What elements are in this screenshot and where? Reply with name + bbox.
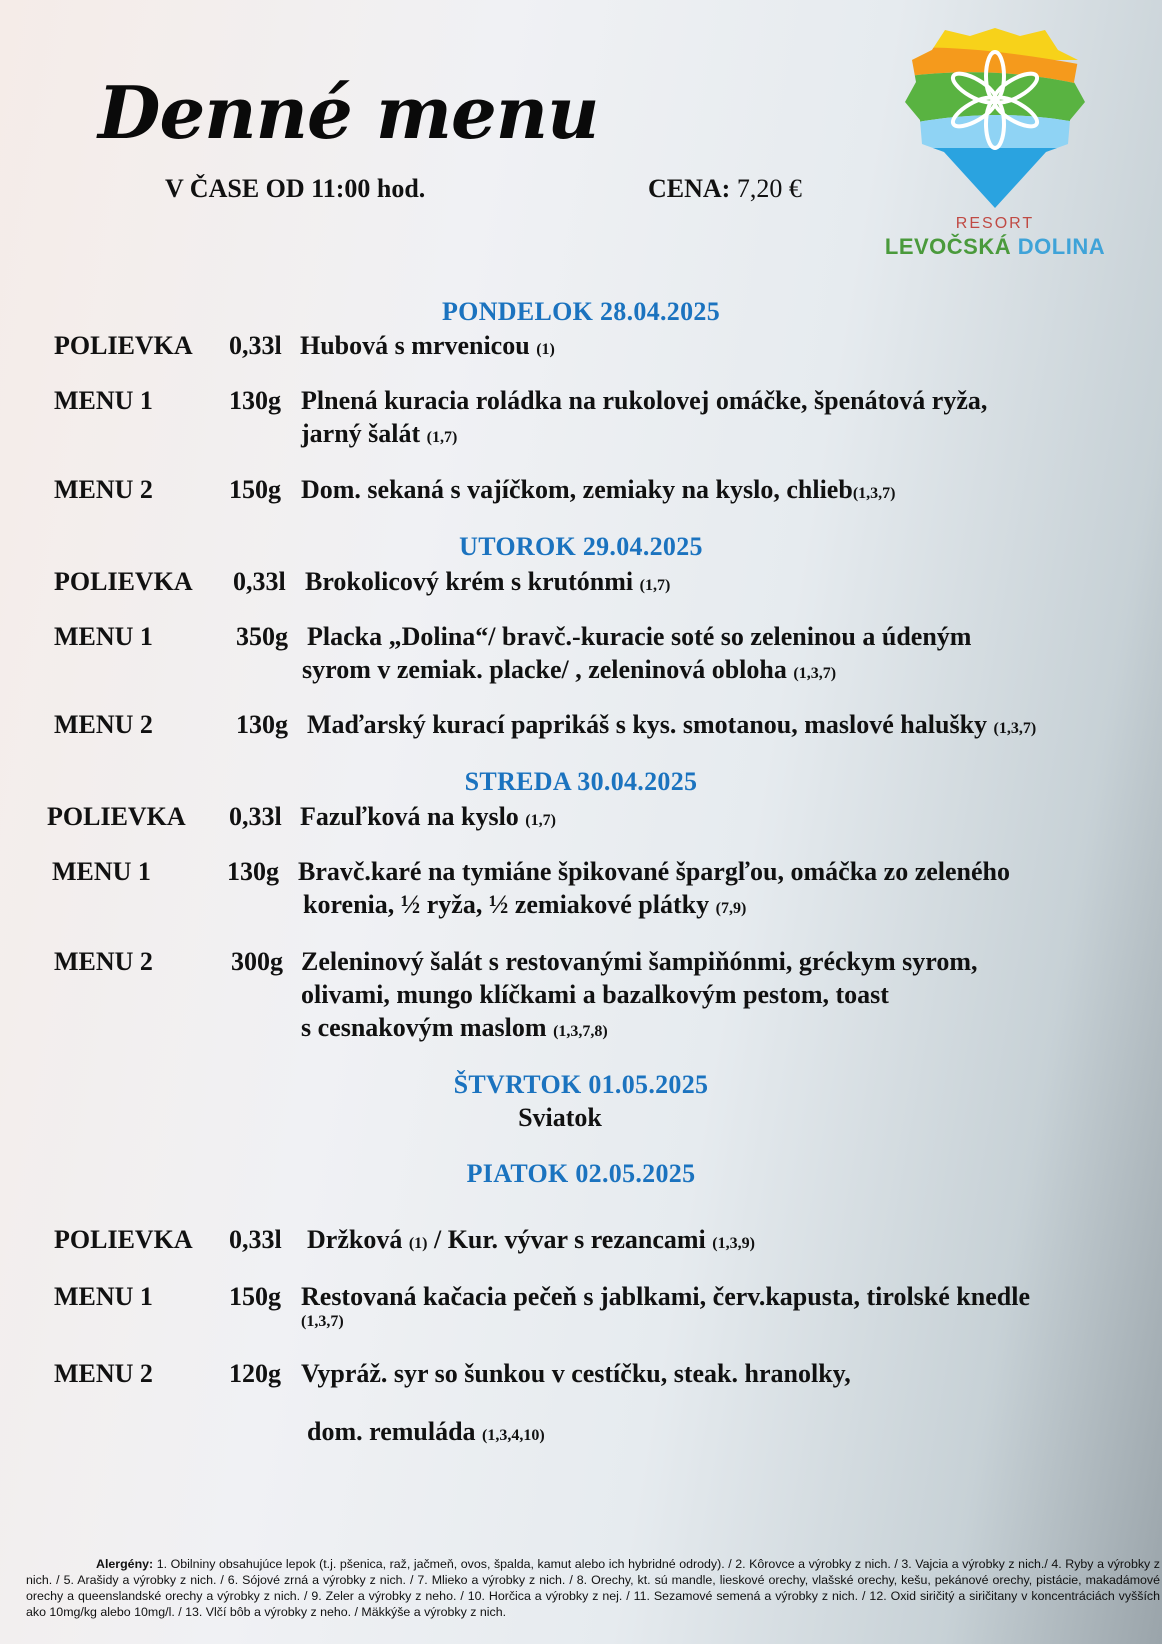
item-qty: 130g [227, 857, 279, 886]
item-label: MENU 2 [54, 475, 153, 504]
item-description [302, 620, 972, 690]
item-line: Brokolicový krém s krutónmi [305, 567, 634, 596]
item-qty: 150g [229, 1282, 281, 1311]
item-line: Restovaná kačacia pečeň s jablkami, červ.kapusta, tirolské knedle [301, 1282, 1030, 1311]
item-qty: 350g [236, 622, 288, 651]
day-header-monday: PONDELOK 28.04.2025 [442, 297, 720, 326]
item-line: / Kur. vývar s rezancami [433, 1225, 706, 1254]
logo-name [880, 234, 1110, 260]
day-header-thursday: ŠTVRTOK 01.05.2025 [453, 1070, 709, 1099]
item-description [301, 384, 987, 454]
item-label: POLIEVKA [54, 1225, 193, 1254]
item-qty: 130g [236, 710, 288, 739]
item-description [300, 329, 555, 366]
item-label: POLIEVKA [47, 802, 186, 831]
item-line: Plnená kuracia roládka na rukolovej omáčke, špenátová ryža, [301, 386, 988, 415]
item-line: Maďarský kurací paprikáš s kys. smotanou, maslové halušky [307, 710, 988, 739]
item-allergens: (1,7) [639, 577, 671, 594]
item-allergens: (1,3,4,10) [482, 1427, 545, 1444]
item-allergens: (1,7) [426, 429, 458, 446]
item-line: jarný šalát [301, 419, 421, 448]
item-qty: 0,33l [229, 1225, 282, 1254]
logo-name-part1: LEVOČSKÁ [884, 234, 1012, 259]
item-line: olivami, mungo klíčkami a bazalkovým pestom, toast [301, 980, 889, 1009]
item-line: Bravč.karé na tymiáne špikované špargľou, omáčka zo zeleného [298, 857, 1010, 886]
item-description [305, 565, 670, 602]
price-label: CENA: [648, 174, 731, 203]
price-value: 7,20 € [736, 174, 802, 203]
item-qty: 0,33l [233, 567, 286, 596]
logo-name-part2: DOLINA [1017, 234, 1106, 259]
item-line: Dom. sekaná s vajíčkom, zemiaky na kyslo, chlieb [301, 475, 853, 504]
item-description [301, 945, 977, 1048]
item-allergens: (1,3,7) [301, 1313, 344, 1330]
item-description [301, 1357, 851, 1390]
item-allergens: (1) [408, 1235, 428, 1252]
allergens-label: Alergény: [96, 1557, 154, 1571]
item-line: Zeleninový šalát s restovanými šampiňónmi, gréckym syrom, [301, 947, 978, 976]
item-label: MENU 2 [54, 710, 153, 739]
item-line: dom. remuláda [307, 1417, 476, 1446]
item-qty: 0,33l [229, 331, 282, 360]
day-header-tuesday: UTOROK 29.04.2025 [459, 532, 703, 561]
item-description [300, 800, 556, 837]
day-header-wednesday: STREDA 30.04.2025 [464, 767, 698, 796]
item-line: Vypráž. syr so šunkou v cestíčku, steak. hranolky, [301, 1359, 851, 1388]
item-label: MENU 1 [54, 386, 153, 415]
item-label: POLIEVKA [54, 331, 193, 360]
item-line: s cesnakovým maslom [301, 1013, 547, 1042]
price [648, 174, 802, 204]
item-line: korenia, ½ ryža, ½ zemiakové plátky [303, 890, 710, 919]
item-qty: 150g [229, 475, 281, 504]
item-label: MENU 1 [54, 622, 153, 651]
item-allergens: (1,7) [525, 812, 556, 829]
item-line: Fazuľková na kyslo [300, 802, 519, 831]
allergens-text: 1. Obilniny obsahujúce lepok (t.j. pšenica, raž, jačmeň, ovos, špalda, kamut alebo ich hybridné odrody). / 2. Kôrovce a výrobky z nich. / 3. Vajcia a výrobky z nich./ 4. Ryby a výrobky z nich. / 5. Arašidy a výrobky z nich. / 6. Sójové zrná a výrobky z nich. / 7. Mlieko a výrobky z nich. / 8. Orechy, kt. sú mandle, lieskové orechy, vlašské orechy, kešu, pekánové orechy, pistácie, makadámové orechy a queenslandské orechy a výrobky z nich. / 9. Zeler a výrobky z neho. / 10. Horčica a výrobky z nej. / 11. Sezamové semená a výrobky z nich. / 12. Oxid siričitý a siričitany v koncentráciách vyšších ako 10mg/kg alebo 10mg/l. / 13. Vlčí bôb a výrobky z neho. / Mäkkýše a výrobky z nich. [26, 1557, 1160, 1619]
item-description [307, 1223, 755, 1260]
item-description [307, 708, 1036, 745]
page-title: Denné menu [98, 70, 599, 155]
flower-logo-icon [880, 20, 1110, 210]
item-description [298, 855, 1010, 925]
item-allergens: (1,3,9) [712, 1235, 755, 1252]
item-line: Držková [307, 1225, 403, 1254]
item-label: MENU 1 [52, 857, 151, 886]
resort-logo [880, 20, 1120, 270]
item-label: MENU 2 [54, 947, 153, 976]
item-allergens: (1,3,7) [993, 720, 1037, 737]
item-description [301, 473, 895, 510]
item-line: syrom v zemiak. placke/ , zeleninová obloha [302, 655, 787, 684]
item-allergens: (1,3,7) [793, 665, 837, 682]
item-description [301, 1280, 1030, 1331]
item-qty: 300g [231, 947, 283, 976]
serving-time: V ČASE OD 11:00 hod. [165, 174, 426, 203]
item-qty: 130g [229, 386, 281, 415]
logo-resort-text: RESORT [955, 215, 1035, 232]
item-qty: 0,33l [229, 802, 282, 831]
item-qty: 120g [229, 1359, 281, 1388]
item-line: Hubová s mrvenicou [300, 331, 530, 360]
item-description-continued [307, 1415, 545, 1452]
holiday-note: Sviatok [518, 1103, 602, 1132]
item-allergens: (1,3,7) [852, 485, 896, 502]
day-header-friday: PIATOK 02.05.2025 [466, 1159, 696, 1188]
item-line: Placka „Dolina“/ bravč.-kuracie soté so zeleninou a údeným [307, 622, 972, 651]
item-label: MENU 2 [54, 1359, 153, 1388]
allergens-note [26, 1556, 1160, 1620]
item-label: MENU 1 [54, 1282, 153, 1311]
item-allergens: (1,3,7,8) [553, 1023, 608, 1040]
item-allergens: (7,9) [715, 900, 747, 917]
item-allergens: (1) [536, 341, 555, 358]
item-label: POLIEVKA [54, 567, 193, 596]
